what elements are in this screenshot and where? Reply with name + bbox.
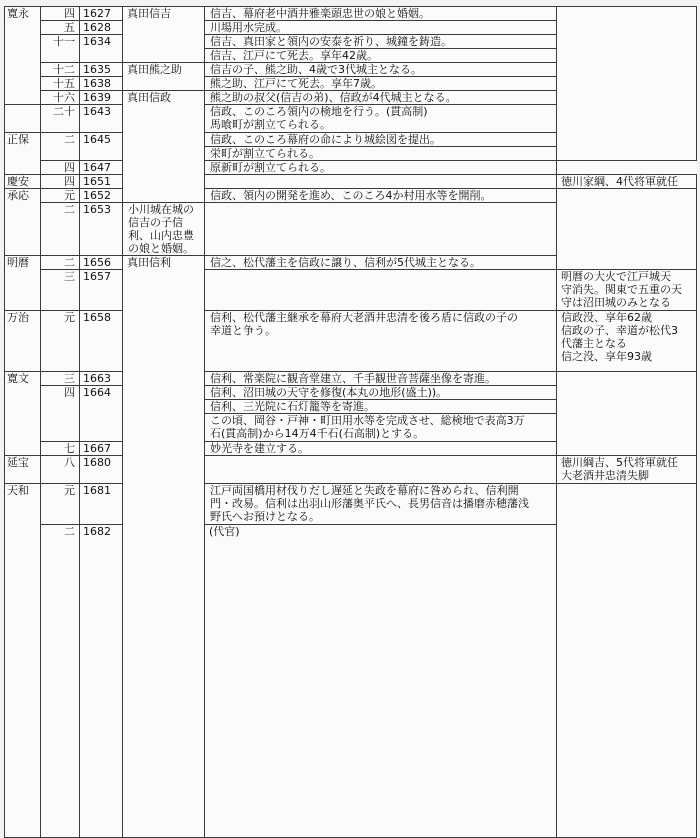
event-cell: 江戸両国橋用材伐りだし遅延と失政を幕府に咎められ、信利開 門・改易。信利は出羽山形藩奥平氏へ、長男信音は播磨赤穂藩浅 野氏へお預けとなる。 <box>205 484 557 525</box>
era-cell: 万治 <box>5 311 41 372</box>
chronology-body <box>5 7 697 838</box>
lord-cell: 真田信利 <box>123 256 205 838</box>
japanese-year-cell: 四 <box>41 161 80 175</box>
western-year-cell: 1682 <box>80 525 123 838</box>
japanese-year-cell: 二 <box>41 133 80 161</box>
table-row <box>5 189 697 203</box>
table-row <box>5 270 697 311</box>
table-row <box>5 311 697 372</box>
western-year-cell: 1657 <box>80 270 123 311</box>
event-cell: 信利、沼田城の天守を修復(本丸の地形(盛土))。 <box>205 386 557 400</box>
event-cell: 信吉の子、熊之助、4歳で3代城主となる。 <box>205 63 557 77</box>
western-year-cell: 1643 <box>80 105 123 133</box>
japanese-year-cell: 三 <box>41 270 80 311</box>
event-cell: 信之、松代藩主を信政に譲り、信利が5代城主となる。 <box>205 256 557 270</box>
event-cell: 信利、松代藩主継承を幕府大老酒井忠清を後ろ盾に信政の子の 幸道と争う。 <box>205 311 557 372</box>
western-year-cell: 1647 <box>80 161 123 175</box>
event-cell <box>205 456 557 484</box>
event-cell: 熊之助の叔父(信吉の弟)、信政が4代城主となる。 <box>205 91 557 105</box>
western-year-cell: 1664 <box>80 386 123 442</box>
event-cell: 栄町が割立てられる。 <box>205 147 557 161</box>
western-year-cell: 1645 <box>80 133 123 161</box>
event-cell <box>205 175 557 189</box>
era-cell <box>5 105 41 133</box>
japanese-year-cell: 八 <box>41 456 80 484</box>
western-year-cell: 1652 <box>80 189 123 203</box>
era-cell: 天和 <box>5 484 41 838</box>
table-row <box>5 161 697 175</box>
western-year-cell: 1681 <box>80 484 123 525</box>
western-year-cell: 1658 <box>80 311 123 372</box>
chronology-table <box>4 6 697 838</box>
external-event-cell <box>557 7 697 161</box>
external-event-cell <box>557 372 697 456</box>
table-row <box>5 484 697 525</box>
external-event-cell: 信政没、享年62歳 信政の子、幸道が松代3 代藩主となる 信之没、享年93歳 <box>557 311 697 372</box>
japanese-year-cell: 七 <box>41 442 80 456</box>
event-cell: 信利、三光院に石灯籠等を寄進。 <box>205 400 557 414</box>
external-event-cell: 明暦の大火で江戸城天 守消失。関東で五重の天 守は沼田城のみとなる <box>557 270 697 311</box>
lord-cell: (代官) <box>205 525 557 838</box>
western-year-cell: 1667 <box>80 442 123 456</box>
event-cell: 信政、このころ領内の検地を行う。(貫高制) 馬喰町が割立てられる。 <box>205 105 557 133</box>
event-cell: 信政、領内の開発を進め、このころ4か村用水等を開削。 <box>205 189 557 203</box>
table-row <box>5 456 697 484</box>
japanese-year-cell: 三 <box>41 372 80 386</box>
lord-cell: 真田熊之助 <box>123 63 205 91</box>
event-cell: 原新町が割立てられる。 <box>205 161 557 175</box>
japanese-year-cell: 二 <box>41 525 80 838</box>
western-year-cell: 1663 <box>80 372 123 386</box>
event-cell: 信吉、幕府老中酒井雅楽頭忠世の娘と婚姻。 <box>205 7 557 21</box>
japanese-year-cell: 四 <box>41 386 80 442</box>
japanese-year-cell: 五 <box>41 21 80 35</box>
external-event-cell <box>557 484 697 838</box>
western-year-cell: 1638 <box>80 77 123 91</box>
era-cell: 正保 <box>5 133 41 175</box>
japanese-year-cell: 十二 <box>41 63 80 77</box>
japanese-year-cell: 四 <box>41 175 80 189</box>
western-year-cell: 1639 <box>80 91 123 105</box>
japanese-year-cell: 十五 <box>41 77 80 91</box>
japanese-year-cell: 元 <box>41 189 80 203</box>
japanese-year-cell: 十一 <box>41 35 80 63</box>
event-cell: 信利、常楽院に観音堂建立、千手観世音菩薩坐像を寄進。 <box>205 372 557 386</box>
event-cell: 妙光寺を建立する。 <box>205 442 557 456</box>
japanese-year-cell: 四 <box>41 7 80 21</box>
western-year-cell: 1628 <box>80 21 123 35</box>
table-row <box>5 175 697 189</box>
western-year-cell: 1634 <box>80 35 123 63</box>
japanese-year-cell: 十六 <box>41 91 80 105</box>
table-row <box>5 372 697 386</box>
external-event-cell: 徳川家綱、4代将軍就任 <box>557 175 697 189</box>
event-cell: 信吉、真田家と領内の安泰を祈り、城鐘を鋳造。 <box>205 35 557 49</box>
western-year-cell: 1656 <box>80 256 123 270</box>
japanese-year-cell: 二 <box>41 203 80 256</box>
western-year-cell: 1635 <box>80 63 123 77</box>
era-cell: 寛永 <box>5 7 41 105</box>
event-cell: 熊之助、江戸にて死去。享年7歳。 <box>205 77 557 91</box>
lord-cell: 真田信吉 <box>123 7 205 63</box>
event-cell: この頃、岡谷・戸神・町田用水等を完成させ、総検地で表高3万 石(貫高制)から14万4千石(石高制)とする。 <box>205 414 557 442</box>
era-cell: 明暦 <box>5 256 41 311</box>
western-year-cell: 1651 <box>80 175 123 189</box>
event-cell: 信吉、江戸にて死去。享年42歳。 <box>205 49 557 63</box>
era-cell: 寛文 <box>5 372 41 456</box>
lord-cell: 真田信政 <box>123 91 205 203</box>
event-cell <box>205 270 557 311</box>
japanese-year-cell: 元 <box>41 484 80 525</box>
event-cell: 川場用水完成。 <box>205 21 557 35</box>
event-cell: 小川城在城の信吉の子信利、山内忠豊の娘と婚姻。 <box>123 203 205 256</box>
table-row <box>5 7 697 21</box>
external-event-cell <box>557 189 697 270</box>
japanese-year-cell: 二十 <box>41 105 80 133</box>
event-cell: 信政、このころ幕府の命により城絵図を提出。 <box>205 133 557 147</box>
western-year-cell: 1680 <box>80 456 123 484</box>
external-event-cell: 徳川綱吉、5代将軍就任 大老酒井忠清失脚 <box>557 456 697 484</box>
japanese-year-cell: 元 <box>41 311 80 372</box>
western-year-cell: 1627 <box>80 7 123 21</box>
era-cell: 慶安 <box>5 175 41 189</box>
era-cell: 承応 <box>5 189 41 256</box>
western-year-cell: 1653 <box>80 203 123 256</box>
era-cell: 延宝 <box>5 456 41 484</box>
japanese-year-cell: 二 <box>41 256 80 270</box>
